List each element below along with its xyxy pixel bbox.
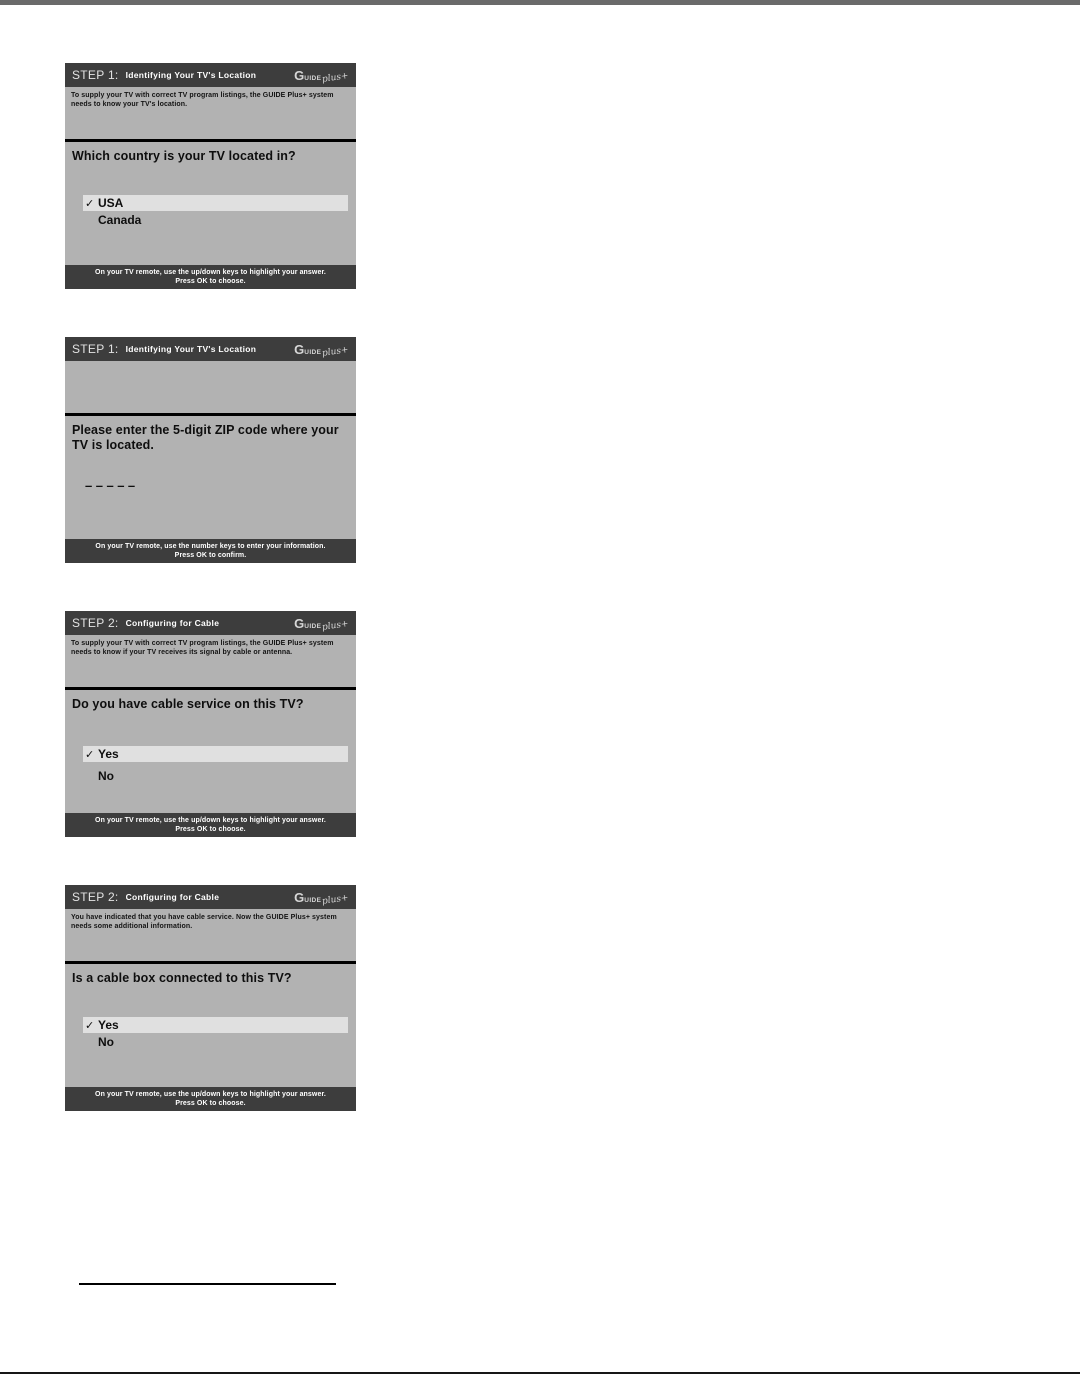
- footer-line1: On your TV remote, use the up/down keys to highlight your answer.: [95, 1090, 326, 1098]
- footer-line2: Press OK to choose.: [175, 278, 246, 285]
- screen-titlebar: [65, 885, 356, 909]
- screen-title: Configuring for Cable: [125, 892, 220, 902]
- option-canada: [83, 212, 348, 228]
- logo-g: G: [294, 615, 305, 631]
- logo-plus: plus+: [321, 70, 350, 85]
- checkmark-icon: ✓: [85, 748, 95, 761]
- logo-plus: plus+: [321, 344, 350, 359]
- screen-footer: [65, 813, 356, 837]
- setup-screen-cable-service: [65, 611, 356, 837]
- screen-titlebar: [65, 337, 356, 361]
- guide-plus-logo: [294, 342, 349, 357]
- option-usa: [83, 195, 348, 211]
- screen-titlebar: [65, 63, 356, 87]
- option-label: Yes: [98, 1018, 119, 1032]
- guide-plus-logo: [294, 616, 349, 631]
- option-no: [83, 1034, 348, 1050]
- logo-plus: plus+: [321, 618, 350, 633]
- screen-question: Please enter the 5-digit ZIP code where your TV is located.: [72, 423, 339, 452]
- option-label: No: [98, 1035, 114, 1049]
- screen-main: [65, 964, 356, 1087]
- screen-description: To supply your TV with correct TV program listings, the GUIDE Plus+ system needs to know your TV's location.: [71, 92, 334, 109]
- footer-line1: On your TV remote, use the up/down keys to highlight your answer.: [95, 816, 326, 824]
- options-list: [65, 745, 356, 784]
- guide-plus-logo: [294, 68, 349, 83]
- step-label: STEP 1:: [72, 68, 119, 82]
- logo-g: G: [294, 889, 305, 905]
- screen-description: [65, 361, 356, 413]
- footer-line2: Press OK to choose.: [175, 826, 246, 833]
- checkmark-icon: ✓: [85, 197, 95, 210]
- setup-screen-zip: [65, 337, 356, 563]
- screen-main: [65, 690, 356, 813]
- footer-line1: On your TV remote, use the number keys to enter your information.: [95, 542, 326, 550]
- option-label: USA: [98, 196, 124, 210]
- step-label: STEP 2:: [72, 616, 119, 630]
- options-list: [65, 194, 356, 228]
- logo-g: G: [294, 341, 305, 357]
- step-label: STEP 2:: [72, 890, 119, 904]
- logo-uide: UIDE: [304, 74, 322, 82]
- option-label: No: [98, 769, 114, 783]
- screen-description: To supply your TV with correct TV program listings, the GUIDE Plus+ system needs to know if your TV receives its signal by cable or antenna.: [71, 640, 334, 657]
- screen-main: [65, 416, 356, 539]
- step-label: STEP 1:: [72, 342, 119, 356]
- option-no: [83, 768, 348, 784]
- screen-description: You have indicated that you have cable service. Now the GUIDE Plus+ system needs some additional information.: [71, 914, 337, 931]
- footer-line1: On your TV remote, use the up/down keys to highlight your answer.: [95, 268, 326, 276]
- footer-line2: Press OK to choose.: [175, 1100, 246, 1107]
- screen-titlebar: [65, 611, 356, 635]
- logo-uide: UIDE: [304, 622, 322, 630]
- footnote-rule: [79, 1283, 336, 1285]
- logo-g: G: [294, 67, 305, 83]
- logo-plus: plus+: [321, 892, 350, 907]
- screen-footer: [65, 265, 356, 289]
- page-top-bar: [0, 0, 1080, 5]
- option-yes: [83, 746, 348, 762]
- screen-title: Identifying Your TV's Location: [125, 70, 257, 80]
- option-yes: [83, 1017, 348, 1033]
- option-label: Yes: [98, 747, 119, 761]
- screen-question: Is a cable box connected to this TV?: [72, 971, 292, 985]
- setup-screen-country: [65, 63, 356, 289]
- screen-footer: [65, 539, 356, 563]
- screen-footer: [65, 1087, 356, 1111]
- options-list: [65, 1016, 356, 1050]
- setup-screen-cable-box: [65, 885, 356, 1111]
- logo-uide: UIDE: [304, 348, 322, 356]
- screen-main: [65, 142, 356, 265]
- checkmark-icon: ✓: [85, 1019, 95, 1032]
- logo-uide: UIDE: [304, 896, 322, 904]
- footer-line2: Press OK to confirm.: [174, 552, 247, 559]
- screen-question: Do you have cable service on this TV?: [72, 697, 304, 711]
- page-bottom-rule: [0, 1372, 1080, 1374]
- guide-plus-logo: [294, 890, 349, 905]
- screen-question: Which country is your TV located in?: [72, 149, 296, 163]
- zip-code-input: –––––: [85, 478, 139, 493]
- option-label: Canada: [98, 213, 142, 227]
- screen-title: Configuring for Cable: [125, 618, 220, 628]
- screen-title: Identifying Your TV's Location: [125, 344, 257, 354]
